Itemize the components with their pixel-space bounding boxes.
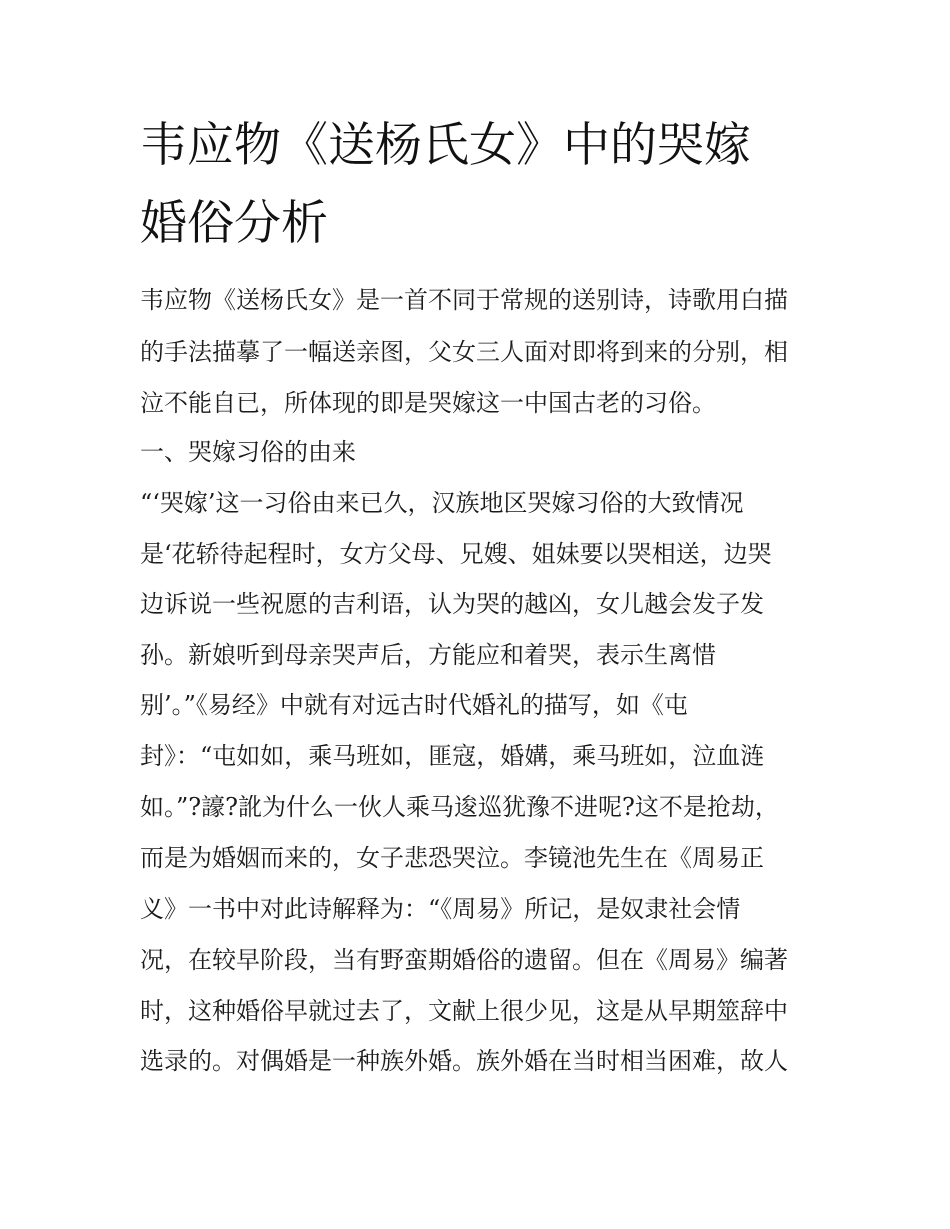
body-line: 孙。新娘听到母亲哭声后，方能应和着哭，表示生离惜 <box>140 641 716 669</box>
body-line: 韦应物《送杨氏女》是一首不同于常规的送别诗，诗歌用白描 <box>140 286 788 314</box>
body-line: 选录的。对偶婚是一种族外婚。族外婚在当时相当困难，故人 <box>140 1047 788 1075</box>
body-line: 如。”?譹?訛为什么一伙人乘马逡巡犹豫不进呢?这不是抢劫， <box>140 793 779 821</box>
body-line: 封》：“屯如如，乘马班如，匪寇，婚媾，乘马班如，泣血涟 <box>140 742 765 770</box>
section-heading: 一、哭嫁习俗的由来 <box>140 438 356 466</box>
body-line: 是‘花轿待起程时，女方父母、兄嫂、姐妹要以哭相送，边哭 <box>140 540 772 568</box>
body-line: 义》一书中对此诗解释为：“《周易》所记，是奴隶社会情 <box>140 895 741 923</box>
body-line: 的手法描摹了一幅送亲图，父女三人面对即将到来的分别，相 <box>140 338 788 366</box>
body-line: 时，这种婚俗早就过去了，文献上很少见，这是从早期筮辞中 <box>140 997 788 1025</box>
document-title-line-2: 婚俗分析 <box>140 196 328 251</box>
body-line: 泣不能自已，所体现的即是哭嫁这一中国古老的习俗。 <box>140 389 716 417</box>
body-line: 而是为婚姻而来的，女子悲恐哭泣。李镜池先生在《周易正 <box>140 844 764 872</box>
body-line: 况，在较早阶段，当有野蛮期婚俗的遗留。但在《周易》编著 <box>140 946 788 974</box>
body-line: 别’。”《易经》中就有对远古时代婚礼的描写，如《屯 <box>140 691 688 719</box>
body-line: “‘哭嫁’这一习俗由来已久，汉族地区哭嫁习俗的大致情况 <box>140 489 744 517</box>
body-line: 边诉说一些祝愿的吉利语，认为哭的越凶，女儿越会发子发 <box>140 590 764 618</box>
document-title-line-1: 韦应物《送杨氏女》中的哭嫁 <box>140 118 751 173</box>
